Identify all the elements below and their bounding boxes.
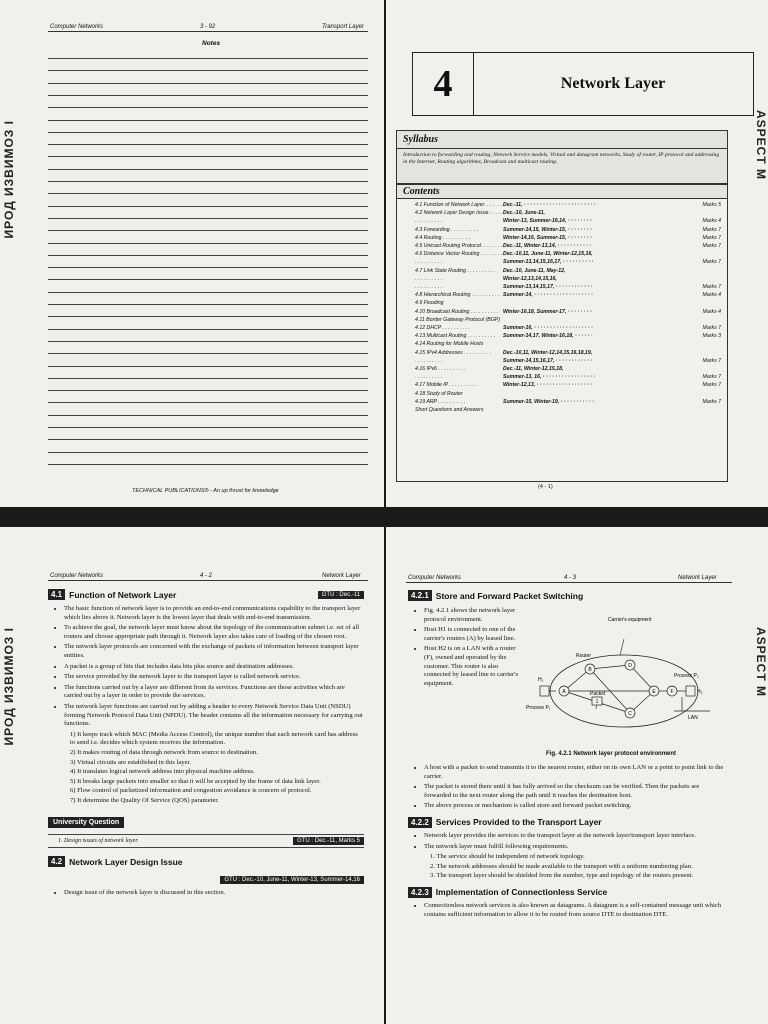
node-label-f: F [670,689,674,695]
contents-topic: . . . . . . . . . . [415,218,443,225]
header-left: Computer Networks [50,573,104,579]
bullet-list [408,607,526,688]
note-rule-line [48,58,368,59]
node-label-e: E [652,689,656,695]
list-item: • A host with a packet to send transmits it to the nearest router, either on its own LAN or a point to point link to the carrier. [424,764,726,781]
header-left: Computer Networks [50,24,104,30]
header-center: 4 - 2 [200,573,213,579]
contents-dates: Winter-12,13,14,15,16, [503,275,557,282]
contents-marks: Marks 4 [702,218,721,225]
contents-marks [691,209,721,217]
contents-row [415,365,721,373]
contents-row [415,291,721,299]
contents-dates: Summer-14,15,16,17, · · · · · · · · · · · · [503,357,593,364]
contents-dates: Summer-14,17, Winter-16,18, · · · · · · [503,333,593,340]
contents-dates: Summer-16, · · · · · · · · · · · · · · · · · · · [503,325,593,332]
contents-topic: 4.4 Routing . . . . . . . . . . [415,234,471,241]
note-rule-line [48,439,368,440]
contents-dates: Winter-16,18, Summer-17, · · · · · · · · [503,308,592,315]
contents-row [415,398,721,406]
contents-topic: 4.11 Border Gateway Protocol (BGP) [415,316,500,323]
list-item: 1. The service should be independent of network topology. [430,853,585,861]
contents-dates: Summer-13, 16, · · · · · · · · · · · · · · · · · [503,374,596,381]
contents-topic: 4.3 Forwarding . . . . . . . . . . [415,226,479,233]
contents-row [415,242,721,250]
list-item: • Network layer provides the services to the transport layer at the network layer/transport layer interface. [424,832,726,841]
contents-marks [691,299,721,307]
node-label-b: B [588,667,592,673]
note-rule-line [48,206,368,207]
list-item: • The functions carried out by a layer are different from its services. Functions are those activities which are carried out by a layer in order to provide the services. [64,684,364,701]
list-item: 7) It determine the Quality Of Service (QOS) parameter. [70,796,219,804]
contents-row [415,250,721,258]
syllabus-box [396,130,728,184]
contents-marks: Marks 7 [702,284,721,291]
contents-topic: 4.5 Unicast Routing Protocol. . . . . . . . [415,243,503,250]
header-rule [406,582,732,583]
page-bottom-left [0,527,384,1024]
contents-dates: Dec.-11, · · · · · · · · · · · · · · · · · · · · · · · [503,202,596,208]
syllabus-text: Introduction to forwarding and routing, Network Service models, Virtual and datagram networks, Study of router, IP protocol and addressing in the Internet, Routing algorithms, Broadcast and multicast routing. [403,152,720,165]
note-rule-line [48,230,368,231]
note-rule-line [48,267,368,268]
contents-row [415,340,721,348]
contents-dates: Dec.-11, Winter-12,15,18, [503,366,564,373]
contents-dates [503,406,691,414]
process-p2-label: Process P₂ [674,673,699,679]
note-rule-line [48,366,368,367]
section-number: 4.2.1 [408,590,432,601]
contents-topic: 4.8 Hierarchical Routing . . . . . . . . . . [415,292,500,299]
note-rule-line [48,181,368,182]
chapter-title: Network Layer [560,75,666,92]
note-rule-line [48,427,368,428]
note-rule-line [48,415,368,416]
section-title: Implementation of Connectionless Service [435,887,608,898]
list-item: • Host H1 is connected to one of the carrier's routers (A) by leased line. [424,626,526,643]
side-stamp-right: ASPECT M [754,627,768,698]
university-question-label: University Question [48,817,124,828]
side-stamp: ИРОД ИЗВИМОЗ I [2,120,16,239]
contents-row [415,226,721,234]
contents-box [396,184,728,482]
side-stamp-right: ASPECT M [754,110,768,181]
list-item: • The network layer must fulfill following requirements. [424,843,726,852]
contents-dates [503,316,691,324]
contents-dates: Dec.-10, June-11, May-12, [503,267,566,274]
contents-marks: Marks 7 [702,382,721,389]
contents-marks [691,390,721,398]
contents-topic: . . . . . . . . . . [415,374,443,381]
section-title: Services Provided to the Transport Layer [435,817,602,828]
page-ref: (4 - 1) [538,484,553,490]
contents-dates: Dec.-10,11, Winter-12,14,15,16,18,19, [503,349,593,356]
header-center: 3 - 92 [200,24,216,30]
contents-dates: Summer-13,14,15,16,17, · · · · · · · · · · [503,259,594,266]
section-number: 4.2 [48,856,65,867]
list-item: 1) It keeps track which MAC (Media Access Control), the unique number that each network card has address to send i.e. decides which system receives the information. [70,730,358,747]
page-bottom-right [386,527,768,1024]
contents-topic: 4.9 Flooding [415,300,444,307]
contents-marks: Marks 4 [702,308,721,315]
contents-marks: Marks 7 [702,234,721,241]
numbered-list [430,853,726,881]
list-item: 6) Flow control of packetized information and congestion avoidance is concern of protocol. [70,787,312,795]
note-rule-line [48,156,368,157]
chapter-number: 4 [433,63,453,105]
bullet-list [48,889,364,898]
note-rule-line [48,341,368,342]
contents-topic: 4.2 Network Layer Design Issue . . . . . . [415,210,506,217]
h2-label: H₂ [697,689,703,695]
contents-dates: Summer-14, · · · · · · · · · · · · · · · · · · · [503,292,593,299]
section-number: 4.2.3 [408,887,432,898]
contents-topic: 4.14 Routing for Mobile Hosts [415,341,484,348]
chapter-box [412,52,754,116]
note-rule-line [48,107,368,108]
contents-topic: 4.18 Study of Router [415,390,463,397]
contents-marks: Marks 4 [702,292,721,299]
contents-topic: 4.19 ARP . . . . . . . . . . [415,398,466,405]
list-item: • The packet is stored there until it has fully arrived so the checksum can be verified. Then the packets are forwarded to the next router along the path until it reaches the destination host. [424,783,726,800]
contents-marks: Marks 7 [702,259,721,266]
note-rule-line [48,218,368,219]
contents-row [415,316,721,324]
contents-topic: 4.15 IPv4 Addresses . . . . . . . . . . [415,349,492,356]
packet-number: 1 [595,699,599,705]
note-rule-line [48,193,368,194]
contents-dates: Dec.-10, June-11, [503,210,545,217]
note-rule-line [48,329,368,330]
contents-topic: . . . . . . . . . . [415,259,443,266]
contents-topic: . . . . . . . . . . [415,357,443,364]
contents-row [415,258,721,266]
header-center: 4 - 3 [564,575,577,581]
list-item: • Connectionless network services is also known as datagrams. A datagram is a self-contained message unit which contains sufficient information to allow it to be routed from source DTE to destination DTE. [424,902,726,919]
list-item: • The network layer functions are carried out by adding a header to every Network Service Data Unit (NSDU) forming Network Protocol Data Unit (NPDU). The header contains all the information necessary for carrying out functions. [64,703,364,729]
contents-dates: Winter-14,16, Summer-15, · · · · · · · · [503,234,592,241]
contents-topic: Short Questions and Answers [415,407,484,414]
carrier-label: Carrier's equipment [608,617,652,623]
gtu-badge: GTU : Dec.-10, June-11, Winter-13, Summer-14,16 [220,876,364,884]
contents-row [415,324,721,332]
contents-dates: Summer-13,14,15,17, · · · · · · · · · · · · [503,284,593,291]
numbered-list [70,731,364,806]
list-item: 3. The transport layer should be shielded from the number, type and topology of the routers present. [430,872,694,880]
bullet-list [48,605,364,729]
node-label-c: C [628,711,632,717]
contents-row [415,390,721,398]
page-footer: TECHNICAL PUBLICATIONS® - An up thrust for knowledge [132,488,279,494]
contents-row [415,357,721,365]
note-rule-line [48,243,368,244]
list-item: • The service provided by the network layer to the transport layer is called network service. [64,673,364,682]
section-title: Network Layer Design Issue [69,856,183,867]
header-rule [48,31,368,32]
list-item: 2) It makes routing of data through network from source to destination. [70,748,258,756]
page-top-left [0,0,384,507]
contents-topic: . . . . . . . . . . [415,275,443,282]
h1-label: H₁ [538,677,544,683]
note-rule-line [48,316,368,317]
contents-marks: Marks 7 [702,226,721,233]
contents-dates [503,390,691,398]
question-text: 1. Design issues of network layer. [58,838,139,845]
contents-marks: Marks 3 [702,333,721,340]
section-title: Function of Network Layer [69,589,177,600]
node-label-d: D [628,663,632,669]
lan-label: LAN [688,715,698,721]
contents-topic: 4.16 IPv6 . . . . . . . . . . [415,366,466,373]
contents-marks: Marks 7 [702,325,721,332]
contents-marks: Marks 5 [702,202,721,208]
list-item: 4) It translates logical network address into physical machine address. [70,768,255,776]
figure-caption: Fig. 4.2.1 Network layer protocol environment [546,751,677,757]
note-rule-line [48,144,368,145]
carrier-pointer [620,639,624,655]
list-item: • The above process or mechanism is called store and forward packet switching. [424,802,726,811]
contents-row [415,349,721,357]
list-item: • Design issue of the network layer is discussed in this section. [64,889,364,898]
note-rule-line [48,353,368,354]
header-right: Transport Layer [322,24,364,30]
list-item: • Host H2 is on a LAN with a router (F), owned and operated by the customer. This router is also connected by leased line to carrier's equipment. [424,645,526,688]
note-rule-line [48,402,368,403]
contents-list [397,199,727,414]
contents-marks: Marks 7 [702,398,721,405]
contents-topic: 4.6 Distance Vector Routing . . . . . . . . [415,251,503,258]
contents-marks: Marks 7 [702,243,721,250]
contents-marks [691,365,721,373]
contents-title: Contents [397,185,727,199]
note-rule-line [48,304,368,305]
contents-marks: Marks 7 [702,357,721,364]
contents-row [415,275,721,283]
list-item: • The network layer protocols are concerned with the exchange of packets of information between transport layer entities. [64,643,364,660]
contents-dates: Summer-14,15, Winter-15, · · · · · · · · [503,226,592,233]
note-rule-line [48,390,368,391]
section-title: Store and Forward Packet Switching [435,590,584,601]
section-number: 4.1 [48,589,65,600]
gtu-badge: GTU : Dec.-11, Marks 5 [293,837,364,845]
contents-dates [503,340,691,348]
list-item: 2. The network addresses should be made available to the transport with a uniform numbering plan. [430,862,693,870]
list-item: • To achieve the goal, the network layer must know about the topology of the communication subnet i.e. set of all routers and choose appropriate path through it. Network layer also takes care of loading of the chosen root. [64,624,364,641]
network-diagram [524,611,724,745]
note-rule-line [48,378,368,379]
contents-row [415,209,721,217]
contents-row [415,308,721,316]
contents-marks [691,267,721,275]
contents-topic: . . . . . . . . . . [415,284,443,291]
contents-topic: 4.1 Function of Network Layer. . . . . . . . [415,202,506,208]
contents-marks [691,340,721,348]
contents-marks [691,316,721,324]
host-h1 [540,686,549,696]
contents-marks: Marks 7 [702,374,721,381]
bullet-list [408,764,726,811]
contents-dates: Winter-12,13, · · · · · · · · · · · · · · · · · · [503,382,593,389]
syllabus-title: Syllabus [397,131,727,149]
contents-dates: Dec.-10,11, June-11, Winter-12,15,16, [503,251,593,258]
contents-row [415,406,721,414]
contents-marks [691,250,721,258]
gtu-badge: GTU : Dec.-11 [318,591,364,599]
note-rule-line [48,292,368,293]
note-rule-line [48,464,368,465]
contents-row [415,283,721,291]
contents-topic: 4.7 Link State Routing . . . . . . . . . . [415,267,495,274]
contents-row [415,373,721,381]
notes-title: Notes [202,40,221,47]
header-left: Computer Networks [408,575,462,581]
process-p1-label: Process P₁ [526,705,551,711]
contents-row [415,267,721,275]
node-label-a: A [562,689,566,695]
note-rule-line [48,452,368,453]
contents-row [415,299,721,307]
contents-topic: 4.17 Mobile IP . . . . . . . . . . [415,382,477,389]
note-rule-line [48,95,368,96]
list-item: • Fig. 4.2.1 shows the network layer protocol environment. [424,607,526,624]
contents-row [415,332,721,340]
packet-label: Packet [590,691,606,697]
bullet-list [408,902,726,919]
contents-marks [691,275,721,283]
host-h2 [686,686,695,696]
contents-topic: 4.12 DHCP . . . . . . . . . . [415,325,470,332]
contents-dates: Summer-15, Winter-19, · · · · · · · · · · · [503,398,595,405]
contents-marks [691,406,721,414]
note-rule-line [48,132,368,133]
list-item: 5) It breaks large packets into smaller so that it will be accepted by the frame of data link layer. [70,777,321,785]
note-rule-line [48,169,368,170]
note-rule-line [48,255,368,256]
note-rule-line [48,279,368,280]
header-right: Network Layer [322,573,361,579]
note-rule-line [48,70,368,71]
contents-topic: 4.13 Multicast Routing . . . . . . . . . . [415,333,496,340]
contents-dates: Winter-13, Summer-16,14, · · · · · · · · [503,218,592,225]
section-number: 4.2.2 [408,817,432,828]
bullet-list [408,832,726,851]
contents-row [415,381,721,389]
contents-dates: Dec.-11, Winter-13,14, · · · · · · · · · · · [503,243,592,250]
side-stamp: ИРОД ИЗВИМОЗ I [2,627,16,746]
contents-row [415,234,721,242]
note-rule-line [48,83,368,84]
note-rule-line [48,120,368,121]
list-item: • A packet is a group of bits that includes data bits plus source and destination addresses. [64,663,364,672]
router-label: Router [576,653,592,659]
header-rule [48,580,368,581]
list-item: • The basic function of network layer is to provide an end-to-end communications capability to the transport layer which lies above it. Network layer is the lowest layer that deals with end-to-end transmission. [64,605,364,622]
page-top-right [386,0,768,507]
contents-topic: 4.10 Broadcast Routing . . . . . . . . . . [415,308,499,315]
contents-row [415,217,721,225]
header-right: Network Layer [678,575,717,581]
contents-dates [503,299,691,307]
contents-row [415,201,721,209]
list-item: 3) Virtual circuits are established in this layer. [70,758,192,766]
contents-marks [691,349,721,357]
